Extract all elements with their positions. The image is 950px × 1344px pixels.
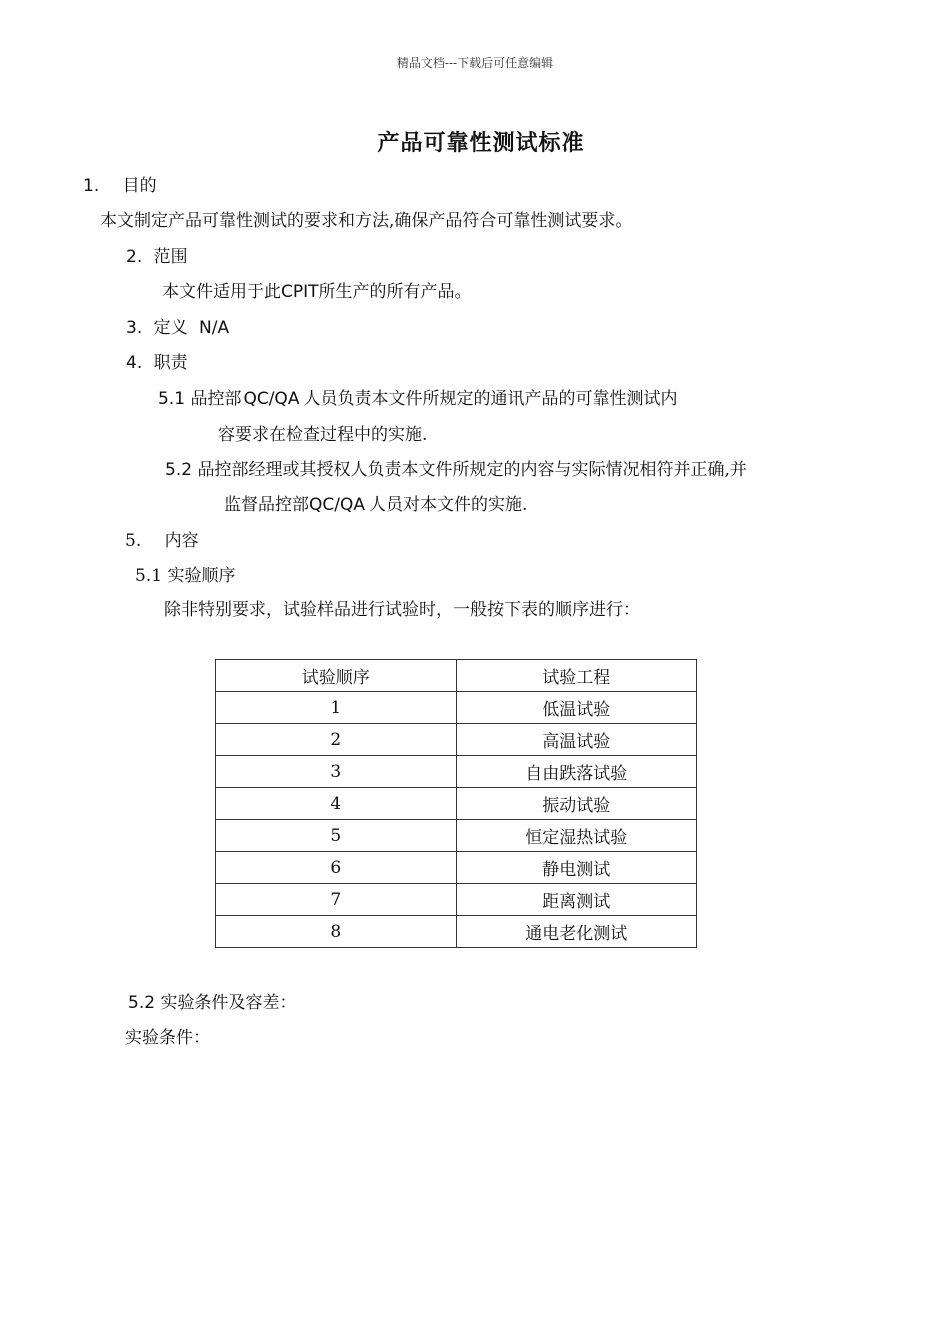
department-code: QC/QA	[243, 389, 300, 409]
section-number: 1.	[83, 176, 100, 196]
section-number: 4.	[126, 353, 143, 373]
column-header-test: 试验工程	[456, 660, 697, 692]
subsection-5-1-intro: 除非特别要求，试验样品进行试验时，一般按下表的顺序进行：	[164, 600, 640, 620]
table-row	[216, 916, 697, 948]
responsibility-item-2-continued	[224, 490, 527, 515]
item-text: 监督品控部	[224, 495, 309, 515]
table-row	[216, 852, 697, 884]
table-row	[216, 724, 697, 756]
table-cell: 自由跌落试验	[456, 756, 697, 788]
subsection-title: 实验条件及容差：	[160, 993, 297, 1013]
table-cell: 1	[216, 692, 457, 724]
conditions-label: 实验条件：	[125, 1028, 210, 1048]
section-3-heading	[126, 313, 229, 338]
section-1-heading	[83, 171, 157, 196]
item-text: 品控部	[190, 389, 242, 409]
subsection-5-2-heading	[128, 988, 296, 1013]
subsection-5-1-heading: 5.1 实验顺序	[135, 566, 236, 586]
table-header-row	[216, 660, 697, 692]
table-cell: 通电老化测试	[456, 916, 697, 948]
responsibility-item-1	[158, 384, 677, 409]
page-header: 精品文档---下载后可任意编辑	[396, 56, 554, 70]
table-cell: 5	[216, 820, 457, 852]
responsibility-item-1-continued: 容要求在检查过程中的实施.	[218, 425, 428, 445]
document-title: 产品可靠性测试标准	[377, 130, 585, 156]
section-title: 职责	[153, 353, 188, 373]
item-text: 人员对本文件的实施.	[369, 495, 528, 515]
department-code: QC/QA	[309, 495, 365, 515]
table-cell: 高温试验	[456, 724, 697, 756]
table-row	[216, 884, 697, 916]
table-row	[216, 692, 697, 724]
test-order-table	[215, 659, 697, 948]
section-title: 内容	[164, 531, 199, 551]
section-title: 目的	[122, 176, 157, 196]
table-cell: 静电测试	[456, 852, 697, 884]
item-number: 5.2	[165, 460, 193, 480]
section-number: 3.	[126, 318, 143, 338]
table-cell: 7	[216, 884, 457, 916]
table-cell: 3	[216, 756, 457, 788]
table-cell: 2	[216, 724, 457, 756]
section-2-body	[162, 277, 472, 302]
section-4-heading	[126, 348, 188, 373]
item-number: 5.1	[158, 389, 186, 409]
table-row	[216, 756, 697, 788]
table-cell: 4	[216, 788, 457, 820]
item-text: 品控部经理或其授权人负责本文件所规定的内容与实际情况相符并正确,并	[197, 460, 747, 480]
responsibility-item-2	[165, 455, 747, 480]
section-1-body: 本文制定产品可靠性测试的要求和方法,确保产品符合可靠性测试要求。	[100, 211, 633, 231]
body-text: 本文件适用于此	[162, 282, 281, 302]
table-row	[216, 788, 697, 820]
item-text: 人员负责本文件所规定的通讯产品的可靠性测试内	[303, 389, 678, 409]
table-cell: 6	[216, 852, 457, 884]
section-number: 2.	[126, 247, 143, 267]
definition-value: N/A	[199, 318, 230, 338]
section-5-heading	[125, 526, 199, 551]
table-cell: 8	[216, 916, 457, 948]
table-cell: 振动试验	[456, 788, 697, 820]
company-code: CPIT	[281, 282, 319, 302]
subsection-number: 5.2	[128, 993, 156, 1013]
section-number: 5.	[125, 531, 142, 551]
section-title: 定义	[153, 318, 188, 338]
body-text: 所生产的所有产品。	[318, 282, 472, 302]
section-title: 范围	[153, 247, 188, 267]
table-cell: 低温试验	[456, 692, 697, 724]
column-header-order: 试验顺序	[216, 660, 457, 692]
section-2-heading	[126, 242, 188, 267]
table-cell: 恒定湿热试验	[456, 820, 697, 852]
table-row	[216, 820, 697, 852]
table-cell: 距离测试	[456, 884, 697, 916]
